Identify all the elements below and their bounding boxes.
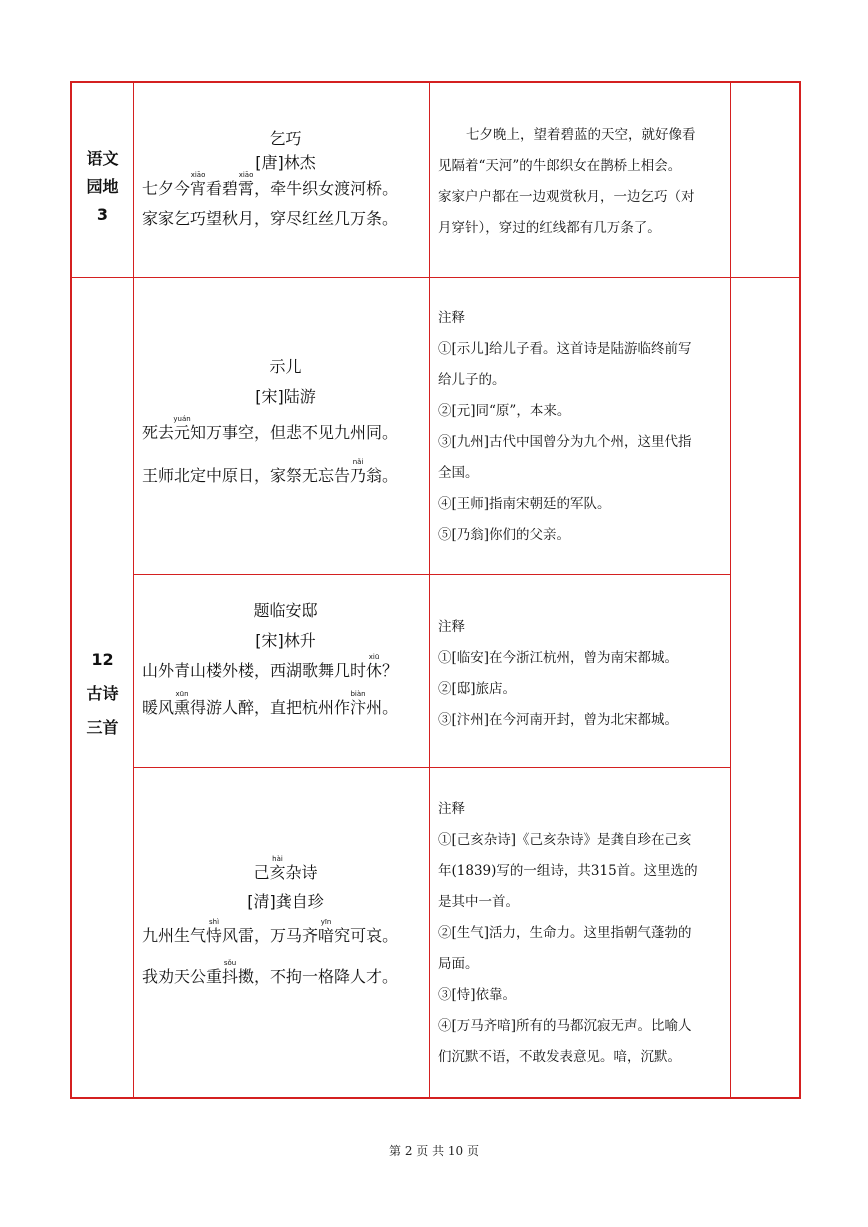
poem-line: 王师北定中原日，家祭无忘告乃nǎi翁。 bbox=[142, 458, 399, 485]
table-divider bbox=[429, 83, 430, 1097]
section-label-line: 园地 bbox=[86, 177, 119, 196]
note-line: ③[恃]依靠。 bbox=[438, 987, 517, 1003]
note-line: ①[临安]在今浙江杭州，曾为南宋都城。 bbox=[438, 650, 679, 666]
poem-title: 示儿 bbox=[269, 357, 302, 376]
translation-line: 七夕晚上，望着碧蓝的天空，就好像看 bbox=[466, 127, 696, 143]
note-line: ②[邸]旅店。 bbox=[438, 681, 517, 697]
poem-author: [唐]林杰 bbox=[255, 153, 316, 172]
note-line: ①[己亥杂诗]《己亥杂诗》是龚自珍在己亥 bbox=[438, 832, 692, 848]
poem-author: [宋]林升 bbox=[255, 631, 316, 650]
note-line: 全国。 bbox=[438, 465, 479, 481]
translation-line: 家家户户都在一边观赏秋月，一边乞巧（对 bbox=[438, 189, 695, 205]
poem-title: 己亥hài杂诗 bbox=[253, 855, 318, 882]
section-label-line: 12 bbox=[91, 650, 114, 669]
section-label-line: 3 bbox=[96, 205, 109, 224]
section-label-line: 古诗 bbox=[86, 684, 119, 703]
poem-line: 家家乞巧望秋月，穿尽红丝几万条。 bbox=[142, 209, 399, 228]
note-line: 是其中一首。 bbox=[438, 894, 519, 910]
poem-shier bbox=[134, 355, 429, 491]
poem-qiqiao bbox=[134, 127, 429, 234]
note-line: ④[万马齐喑]所有的马都沉寂无声。比喻人 bbox=[438, 1018, 692, 1034]
notes bbox=[438, 794, 728, 1073]
note-line: 年(1839)写的一组诗，共315首。这里选的 bbox=[438, 863, 698, 879]
poem-title: 乞巧 bbox=[269, 129, 302, 148]
note-line: ③[九州]古代中国曾分为九个州，这里代指 bbox=[438, 434, 692, 450]
notes bbox=[438, 612, 728, 736]
table-divider bbox=[133, 574, 730, 575]
table-divider bbox=[72, 277, 799, 278]
table-divider bbox=[133, 767, 730, 768]
note-line: ④[王师]指南宋朝廷的军队。 bbox=[438, 496, 611, 512]
translation bbox=[438, 120, 728, 244]
poem-title: 题临安邸 bbox=[253, 601, 318, 620]
note-line: 局面。 bbox=[438, 956, 479, 972]
poem-table bbox=[70, 81, 801, 1099]
note-line: ③[汴州]在今河南开封，曾为北宋都城。 bbox=[438, 712, 679, 728]
poem-line: 山外青山楼外楼，西湖歌舞几时休xiū？ bbox=[142, 653, 399, 680]
poem-line: 暖风熏xūn得游人醉，直把杭州作汴biàn州。 bbox=[142, 690, 399, 717]
poem-line: 九州生气恃shì风雷，万马齐喑yīn究可哀。 bbox=[142, 918, 399, 945]
section-label-line: 三首 bbox=[86, 718, 119, 737]
note-line: ⑤[乃翁]你们的父亲。 bbox=[438, 527, 571, 543]
poem-author: [宋]陆游 bbox=[255, 387, 316, 406]
note-line: ②[生气]活力，生命力。这里指朝气蓬勃的 bbox=[438, 925, 692, 941]
translation-line: 见隔着“天河”的牛郎织女在鹊桥上相会。 bbox=[438, 158, 682, 174]
poem-author: [清]龚自珍 bbox=[247, 892, 324, 911]
poem-line: 我劝天公重抖sǒu擞，不拘一格降人才。 bbox=[142, 959, 399, 986]
notes bbox=[438, 303, 728, 551]
notes-heading: 注释 bbox=[438, 619, 465, 635]
note-line: ①[示儿]给儿子看。这首诗是陆游临终前写 bbox=[438, 341, 692, 357]
note-line: 给儿子的。 bbox=[438, 372, 506, 388]
notes-heading: 注释 bbox=[438, 310, 465, 326]
poem-line: 七夕今宵xiāo看碧霄xiāo，牵牛织女渡河桥。 bbox=[142, 171, 399, 198]
poem-line: 死去元yuán知万事空，但悲不见九州同。 bbox=[142, 415, 399, 442]
section-label bbox=[72, 145, 133, 229]
translation-line: 月穿针），穿过的红线都有几万条了。 bbox=[438, 220, 661, 236]
note-line: ②[元]同“原”，本来。 bbox=[438, 403, 571, 419]
poem-jihai-zashi bbox=[134, 855, 429, 992]
poem-ti-linan-di bbox=[134, 599, 429, 723]
page-footer: 第 2 页 共 10 页 bbox=[389, 1144, 479, 1158]
note-line: 们沉默不语，不敢发表意见。喑，沉默。 bbox=[438, 1049, 681, 1065]
notes-heading: 注释 bbox=[438, 801, 465, 817]
section-label bbox=[72, 643, 133, 745]
table-divider bbox=[730, 83, 731, 1097]
section-label-line: 语文 bbox=[86, 149, 119, 168]
